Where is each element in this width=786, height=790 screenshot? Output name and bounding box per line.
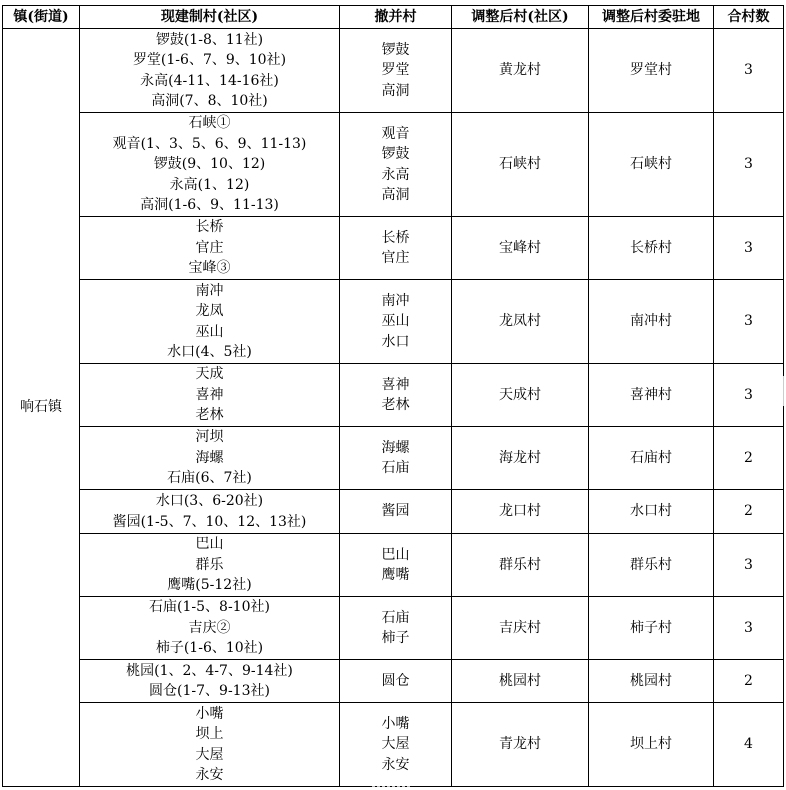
table-row: [3, 534, 784, 597]
committee-location-cell: 坝上村: [589, 703, 714, 787]
current-village-line: 河坝: [195, 429, 224, 446]
merged-village-cell: [340, 427, 452, 490]
current-village-line: 罗堂(1-6、7、9、10社): [132, 52, 287, 68]
adjusted-village-cell: 龙口村: [452, 490, 589, 534]
table-row: [3, 364, 784, 427]
town-cell: 响石镇: [3, 29, 80, 787]
current-village-line: 高洞(7、8、10社): [151, 93, 268, 109]
merged-village-line: 长桥: [381, 229, 410, 246]
current-village-line: 天成: [195, 366, 224, 383]
header-town: 镇(街道): [3, 6, 80, 29]
committee-location-cell: 石庙村: [589, 427, 714, 490]
table-row: [3, 113, 784, 217]
current-village-cell: [80, 29, 340, 113]
current-village-cell: [80, 660, 340, 703]
table-row: [3, 29, 784, 113]
header-current-village: 现建制村(社区): [80, 6, 340, 29]
header-adjusted-village: 调整后村(社区): [452, 6, 589, 29]
village-merge-table: [2, 5, 784, 787]
current-village-line: 高洞(1-6、9、11-13): [140, 197, 279, 214]
committee-location-cell: 柿子村: [589, 597, 714, 660]
header-merged-village: 撤并村: [340, 6, 452, 29]
current-village-cell: [80, 490, 340, 534]
adjusted-village-cell: 天成村: [452, 364, 589, 427]
merged-village-line: 南冲: [381, 292, 410, 309]
current-village-line: 小嘴: [195, 705, 224, 722]
adjusted-village-cell: 宝峰村: [452, 217, 589, 280]
table-row: [3, 427, 784, 490]
current-village-line: 观音(1、3、5、6、9、11-13): [112, 135, 307, 152]
adjusted-village-cell: 青龙村: [452, 703, 589, 787]
current-village-line: 石峡①: [188, 115, 231, 132]
adjusted-village-cell: 海龙村: [452, 427, 589, 490]
committee-location-cell: 罗堂村: [589, 29, 714, 113]
merged-village-cell: [340, 280, 452, 364]
adjusted-village-cell: 群乐村: [452, 534, 589, 597]
current-village-line: 大屋: [195, 746, 224, 763]
merged-village-cell: [340, 113, 452, 217]
current-village-line: 柿子(1-6、10社): [155, 640, 264, 657]
current-village-line: 水口(4、5社): [167, 344, 252, 360]
merged-village-line: 柿子: [381, 630, 410, 646]
merged-village-line: 高洞: [381, 82, 410, 99]
current-village-line: 吉庆②: [188, 619, 231, 636]
merged-village-line: 罗堂: [381, 62, 410, 79]
current-village-cell: [80, 427, 340, 490]
current-village-line: 老林: [195, 407, 224, 424]
current-village-line: 锣鼓(9、10、12): [153, 156, 266, 173]
merged-village-cell: [340, 29, 452, 113]
merged-village-line: 大屋: [381, 736, 410, 753]
merged-village-line: 锣鼓: [381, 41, 410, 58]
current-village-cell: [80, 217, 340, 280]
merged-village-line: 巫山: [381, 313, 410, 330]
adjusted-village-cell: 龙凤村: [452, 280, 589, 364]
current-village-line: 石庙(1-5、8-10社): [149, 599, 270, 616]
committee-location-cell: 水口村: [589, 490, 714, 534]
current-village-line: 巫山: [195, 323, 224, 340]
merged-village-cell: [340, 597, 452, 660]
committee-location-cell: 喜神村: [589, 364, 714, 427]
table-row: [3, 703, 784, 787]
current-village-cell: [80, 534, 340, 597]
current-village-line: 圆仓(1-7、9-13社): [149, 683, 270, 699]
merged-village-cell: [340, 660, 452, 703]
current-village-line: 桃园(1、2、4-7、9-14社): [126, 662, 293, 679]
merged-village-line: 圆仓: [381, 672, 410, 689]
merged-village-cell: [340, 534, 452, 597]
merged-village-line: 官庄: [381, 250, 410, 266]
merged-village-line: 海螺: [381, 439, 410, 456]
merged-village-line: 观音: [381, 125, 410, 142]
committee-location-cell: 长桥村: [589, 217, 714, 280]
committee-location-cell: 桃园村: [589, 660, 714, 703]
merged-village-cell: [340, 217, 452, 280]
current-village-line: 酱园(1-5、7、10、12、13社): [112, 513, 307, 530]
merged-village-line: 巴山: [381, 546, 410, 563]
merged-village-line: 永高: [381, 166, 410, 183]
current-village-cell: [80, 113, 340, 217]
current-village-line: 群乐: [195, 556, 224, 573]
current-village-line: 龙凤: [195, 303, 224, 319]
adjusted-village-cell: 黄龙村: [452, 29, 589, 113]
current-village-line: 鹰嘴(5-12社): [167, 577, 252, 594]
table-row: [3, 490, 784, 534]
merged-village-line: 石庙: [381, 609, 410, 626]
merged-village-line: 高洞: [381, 187, 410, 203]
committee-location-cell: 群乐村: [589, 534, 714, 597]
merge-count-cell: 2: [714, 660, 784, 703]
current-village-line: 海螺: [195, 449, 224, 466]
merged-village-line: 鹰嘴: [381, 567, 410, 583]
current-village-line: 喜神: [195, 386, 224, 403]
current-village-cell: [80, 364, 340, 427]
header-merge-count: 合村数: [714, 6, 784, 29]
current-village-line: 坝上: [195, 726, 224, 742]
merge-count-cell: 3: [714, 217, 784, 280]
merged-village-line: 喜神: [381, 376, 410, 393]
committee-location-cell: 南冲村: [589, 280, 714, 364]
merge-count-cell: 3: [714, 534, 784, 597]
adjusted-village-cell: 吉庆村: [452, 597, 589, 660]
current-village-line: 官庄: [195, 239, 224, 256]
current-village-line: 锣鼓(1-8、11社): [155, 31, 264, 48]
merged-village-line: 水口: [381, 333, 410, 350]
table-row: [3, 280, 784, 364]
merged-village-cell: [340, 364, 452, 427]
current-village-line: 石庙(6、7社): [167, 470, 252, 487]
header-committee-location: 调整后村委驻地: [589, 6, 714, 29]
merge-count-cell: 4: [714, 703, 784, 787]
current-village-line: 巴山: [195, 536, 224, 553]
merged-village-cell: [340, 703, 452, 787]
committee-location-cell: 石峡村: [589, 113, 714, 217]
merged-village-line: 石庙: [381, 460, 410, 476]
header-row: [3, 6, 784, 29]
current-village-line: 南冲: [195, 282, 224, 299]
merge-count-cell: 2: [714, 490, 784, 534]
table-row: [3, 597, 784, 660]
adjusted-village-cell: 桃园村: [452, 660, 589, 703]
adjusted-village-cell: 石峡村: [452, 113, 589, 217]
current-village-cell: [80, 280, 340, 364]
merged-village-line: 永安: [381, 756, 410, 773]
merge-count-cell: 3: [714, 113, 784, 217]
table-row: [3, 217, 784, 280]
table-row: [3, 660, 784, 703]
merged-village-cell: [340, 490, 452, 534]
merge-count-cell: 3: [714, 364, 784, 427]
current-village-line: 永安: [195, 767, 224, 783]
current-village-line: 永高(1、12): [169, 176, 250, 193]
current-village-line: 长桥: [195, 219, 224, 236]
merged-village-line: 酱园: [381, 503, 410, 520]
current-village-line: 水口(3、6-20社): [155, 493, 264, 509]
page-divider-mark: [372, 786, 410, 787]
merged-village-line: 锣鼓: [381, 146, 410, 162]
current-village-line: 永高(4-11、14-16社): [140, 72, 279, 89]
merged-village-line: 老林: [381, 397, 410, 413]
current-village-line: 宝峰③: [188, 260, 231, 277]
merge-count-cell: 3: [714, 29, 784, 113]
current-village-cell: [80, 703, 340, 787]
current-village-cell: [80, 597, 340, 660]
merged-village-line: 小嘴: [381, 715, 410, 732]
merge-count-cell: 2: [714, 427, 784, 490]
merge-count-cell: 3: [714, 597, 784, 660]
merge-count-cell: 3: [714, 280, 784, 364]
